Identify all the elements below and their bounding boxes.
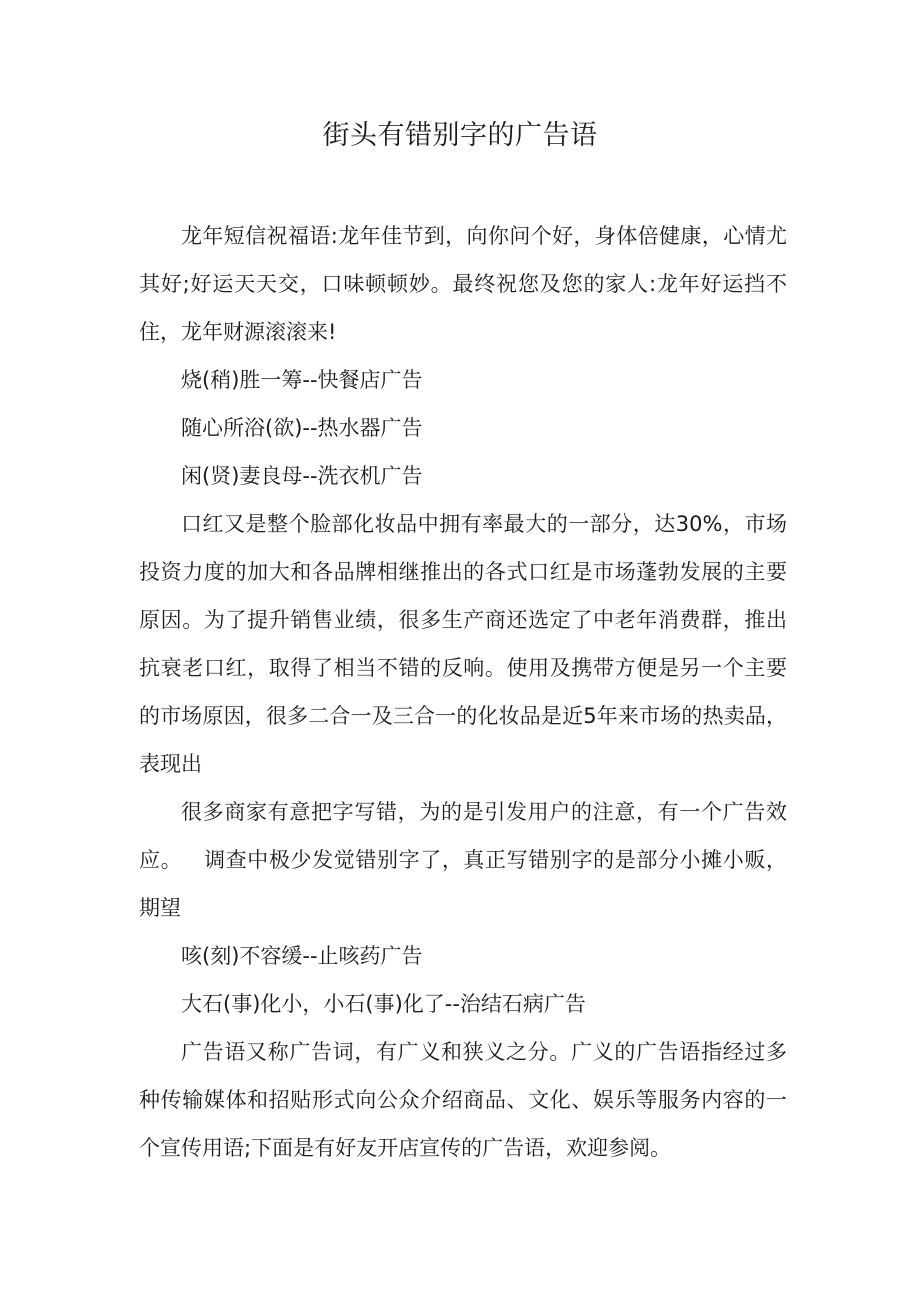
paragraph-slogan-cough-medicine: 咳(刻)不容缓--止咳药广告 xyxy=(181,944,423,968)
document-body xyxy=(139,212,787,1172)
paragraph-new-year-greeting: 龙年短信祝福语:龙年佳节到，向你问个好，身体倍健康，心情尤其好;好运天天交，口味顿顿妙。最终祝您及您的家人:龙年好运挡不住，龙年财源滚滚来! xyxy=(139,224,787,344)
paragraph-lipstick-market: 口红又是整个脸部化妆品中拥有率最大的一部分，达30%，市场投资力度的加大和各品牌相继推出的各式口红是市场蓬勃发展的主要原因。为了提升销售业绩，很多生产商还选定了中老年消费群，推出抗衰老口红，取得了相当不错的反响。使用及携带方便是另一个主要的市场原因，很多二合一及三合一的化妆品是近5年来市场的热卖品，表现出 xyxy=(139,512,787,776)
paragraph-slogan-water-heater: 随心所浴(欲)--热水器广告 xyxy=(181,416,423,440)
paragraph-slogan-fast-food: 烧(稍)胜一筹--快餐店广告 xyxy=(181,368,423,392)
paragraph-slogan-definition: 广告语又称广告词，有广义和狭义之分。广义的广告语指经过多种传输媒体和招贴形式向公众介绍商品、文化、娱乐等服务内容的一个宣传用语;下面是有好友开店宣传的广告语，欢迎参阅。 xyxy=(139,1040,787,1160)
paragraph-slogan-kidney-stone: 大石(事)化小，小石(事)化了--治结石病广告 xyxy=(181,992,586,1016)
paragraph-slogan-washing-machine: 闲(贤)妻良母--洗衣机广告 xyxy=(181,464,423,488)
document-title: 街头有错别字的广告语 xyxy=(322,120,598,151)
paragraph-merchants-typos: 很多商家有意把字写错，为的是引发用户的注意，有一个广告效应。 调查中极少发觉错别字了，真正写错别字的是部分小摊小贩，期望 xyxy=(139,800,787,920)
